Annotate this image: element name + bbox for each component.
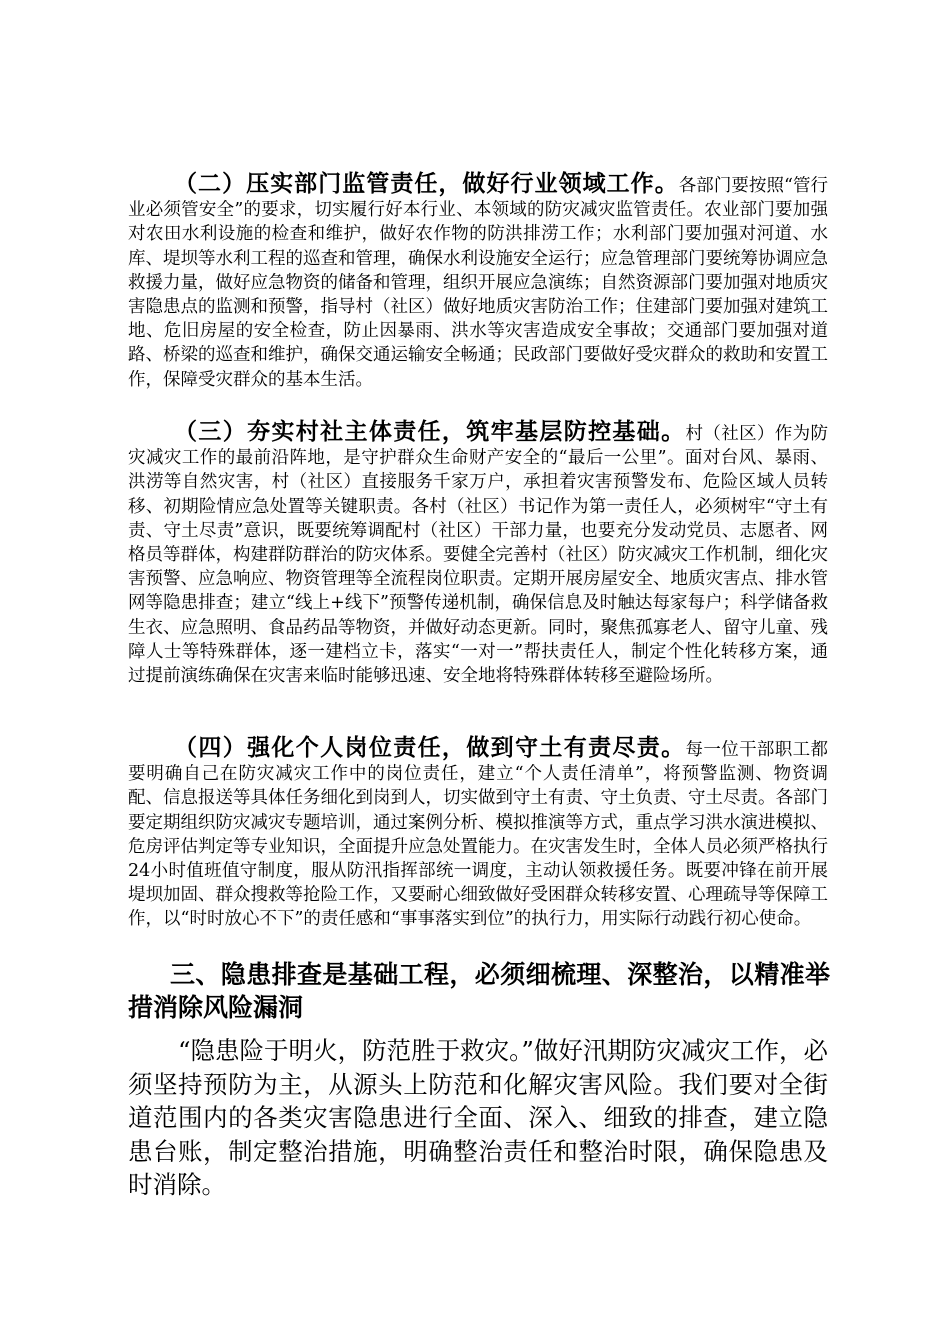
section-2-body: 各部门要按照“管行业必须管安全”的要求，切实履行好本行业、本领域的防灾减灾监管责任。农业部门要加强对农田水利设施的检查和维护，做好农作物的防洪排涝工作；水利部门要加强对河道、水库、堤坝等水利工程的巡查和管理，确保水利设施安全运行；应急管理部门要统筹协调应急救援力量，做好应急物资的储备和管理，组织开展应急演练；自然资源部门要加强对地质灾害隐患点的监测和预警，指导村（社区）做好地质灾害防治工作；住建部门要加强对建筑工地、危旧房屋的安全检查，防止因暴雨、洪水等灾害造成安全事故；交通部门要加强对道路、桥梁的巡查和维护，确保交通运输安全畅通；民政部门要做好受灾群众的救助和安置工作，保障受灾群众的基本生活。	[128, 176, 829, 390]
section-3-heading: （三）夯实村社主体责任，筑牢基层防控基础。	[174, 419, 686, 445]
section-4-body: 每一位干部职工都要明确自己在防灾减灾工作中的岗位责任，建立“个人责任清单”，将预警监测、物资调配、信息报送等具体任务细化到岗到人，切实做到守土有责、守土负责、守土尽责。各部门要定期组织防灾减灾专题培训，通过案例分析、模拟推演等方式，重点学习洪水演进模拟、危房评估判定等专业知识，全面提升应急处置能力。在灾害发生时，全体人员必须严格执行24小时值班值守制度，服从防汛指挥部统一调度，主动认领救援任务。既要冲锋在前开展堤坝加固、群众搜救等抢险工作，又要耐心细致做好受困群众转移安置、心理疏导等保障工作，以“时时放心不下”的责任感和“事事落实到位”的执行力，用实际行动践行初心使命。	[128, 740, 828, 930]
section-3-paragraph	[128, 420, 828, 688]
part-3-body: “隐患险于明火，防范胜于救灾。”做好汛期防灾减灾工作，必须坚持预防为主，从源头上防范和化解灾害风险。我们要对全街道范围内的各类灾害隐患进行全面、深入、细致的排查，建立隐患台账，制定整治措施，明确整治责任和整治时限，确保隐患及时消除。	[128, 1036, 828, 1199]
section-3-body: 村（社区）作为防灾减灾工作的最前沿阵地，是守护群众生命财产安全的“最后一公里”。面对台风、暴雨、洪涝等自然灾害，村（社区）直接服务千家万户，承担着灾害预警发布、危险区域人员转移、初期险情应急处置等关键职责。各村（社区）书记作为第一责任人，必须树牢“守土有责、守土尽责”意识，既要统筹调配村（社区）干部力量，也要充分发动党员、志愿者、网格员等群体，构建群防群治的防灾体系。要健全完善村（社区）防灾减灾工作机制，细化灾害预警、应急响应、物资管理等全流程岗位职责。定期开展房屋安全、地质灾害点、排水管网等隐患排查；建立“线上+线下”预警传递机制，确保信息及时触达每家每户；科学储备救生衣、应急照明、食品药品等物资，并做好动态更新。同时，聚焦孤寡老人、留守儿童、残障人士等特殊群体，逐一建档立卡，落实“一对一”帮扶责任人，制定个性化转移方案，通过提前演练确保在灾害来临时能够迅速、安全地将特殊群体转移至避险场所。	[128, 424, 828, 687]
section-4-heading: （四）强化个人岗位责任，做到守土有责尽责。	[174, 735, 686, 761]
part-3-heading: 三、隐患排查是基础工程，必须细梳理、深整治，以精准举措消除风险漏洞	[128, 960, 830, 1022]
section-4-paragraph	[128, 736, 828, 932]
section-2-paragraph	[128, 172, 828, 392]
section-2-heading: （二）压实部门监管责任，做好行业领域工作。	[174, 171, 679, 197]
